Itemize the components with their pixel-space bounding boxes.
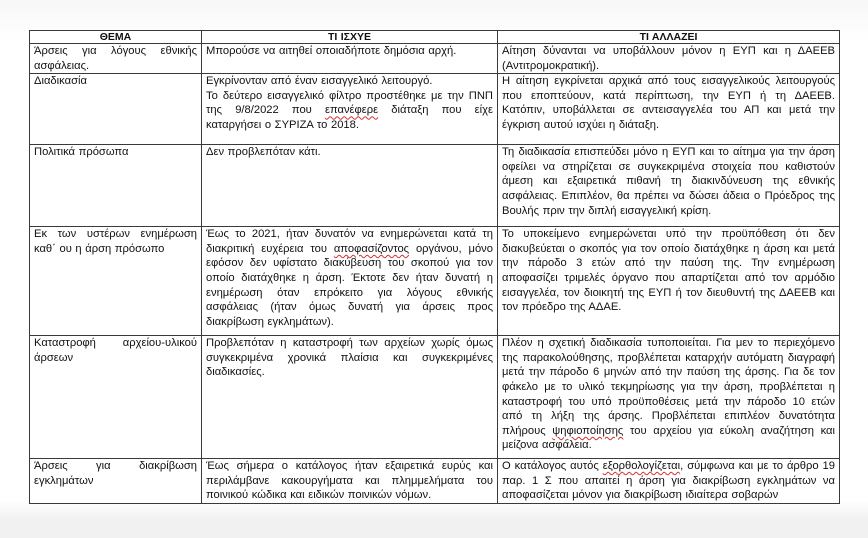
after-cell (498, 459, 840, 504)
before-cell (202, 227, 498, 336)
topic-cell: Διαδικασία (30, 74, 202, 145)
table-row (30, 459, 840, 504)
text-span: Έως το 2021, ήταν δυνατόν να ενημερώνεται κατά τη διακριτική ευχέρεια του (206, 228, 493, 255)
text-span: Πλέον η σχετική διαδικασία τυποποιείται. Για μεν το περιεχόμενο της παρακολούθησης, προβλέπεται καταρχήν αυτόματη διαγραφή μετά την πάροδο 6 μηνών από την παύση της άρσης. Για δε τον φάκελο με το υλικό τεκμηρίωσης για την άρση, προβλέπεται η καταστροφή του υπό προϋποθέσεις μετά την πάροδο 10 ετών από τη λήξη της άρσης. Προβλέπεται επιπλέον δυνατότητα πλήρους (502, 337, 835, 437)
table-row (30, 336, 840, 459)
before-cell: Δεν προβλεπόταν κάτι. (202, 145, 498, 227)
topic-cell: Άρσεις για διακρίβωση εγκλημάτων (30, 459, 202, 504)
before-line: Εγκρίνονταν από έναν εισαγγελικό λειτουργό. (206, 75, 433, 88)
text-span: του αρχείου για εύκολη αναζήτηση και μείζονα ασφάλεια. (502, 424, 835, 452)
before-cell: Μπορούσε να αιτηθεί οποιαδήποτε δημόσια αρχή. (202, 44, 498, 74)
table-row (30, 74, 840, 145)
header-before: ΤΙ ΙΣΧΥΕ (202, 31, 498, 44)
spellcheck-flagged-word: αποφασίζοντος (333, 242, 410, 255)
text-span: οργάνου, μόνο εφόσον δεν υφίστατο διακύβευση του σκοπού για τον οποίο διατάχθηκε η άρση. Έκτοτε δεν ήταν δυνατή η ενημέρωση όταν επρόκειτο για λόγους εθνικής ασφάλειας (ήταν όμως δυνατή για άρσεις προς διακρίβωση εγκλημάτων). (206, 242, 493, 328)
spellcheck-flagged-word: ψηφιοποίησης (552, 424, 624, 437)
spellcheck-flagged-word: επανέφερε (324, 104, 379, 117)
after-cell: Η αίτηση εγκρίνεται αρχικά από τους εισαγγελικούς λειτουργούς που εποπτεύουν, κατά περίπτωση, την ΕΥΠ ή τη ΔΑΕΕΒ. Κατόπιν, υποβάλλεται σε αντεισαγγελέα του ΑΠ και μετά την έγκριση αυτού ισχύει η διάταξη. (498, 74, 840, 145)
table-row (30, 227, 840, 336)
before-line (206, 89, 493, 133)
spellcheck-flagged-word: εξορθολογίζεται (602, 460, 681, 473)
text-span: , σύμφωνα και με το άρθρο 19 παρ. 1 Σ που απαιτεί η άρση για διακρίβωση εγκλημάτων να αποφασίζεται μόνον για διακρίβωση ιδιαίτερα σοβαρών (502, 460, 835, 502)
text-span: διάταξη που είχε καταργήσει ο ΣΥΡΙΖΑ το 2018. (206, 104, 493, 131)
after-cell: Αίτηση δύνανται να υποβάλλουν μόνον η ΕΥΠ και η ΔΑΕΕΒ (Αντιτρομοκρατική). (498, 44, 840, 74)
comparison-table (29, 30, 840, 504)
after-cell (498, 336, 840, 459)
before-cell: Προβλεπόταν η καταστροφή των αρχείων χωρίς όμως συγκεκριμένα χρονικά πλαίσια και συγκεκριμένες διαδικασίες. (202, 336, 498, 459)
table-row (30, 44, 840, 74)
header-after: ΤΙ ΑΛΛΑΖΕΙ (498, 31, 840, 44)
topic-cell: Εκ των υστέρων ενημέρωση καθ΄ ου η άρση πρόσωπο (30, 227, 202, 336)
after-cell: Τη διαδικασία επισπεύδει μόνο η ΕΥΠ και το αίτημα για την άρση οφείλει να στηρίζεται σε συγκεκριμένα στοιχεία που καθιστούν άμεση και εξαιρετικά πιθανή τη διακινδύνευση της εθνικής ασφάλειας. Επιπλέον, θα πρέπει να δώσει άδεια ο Πρόεδρος της Βουλής πριν την διπλή εισαγγελική κρίση. (498, 145, 840, 227)
after-cell: Το υποκείμενο ενημερώνεται υπό την προϋπόθεση ότι δεν διακυβεύεται ο σκοπός για τον οποίο διατάχθηκε η άρση και μετά την πάροδο 3 ετών από την παύση της. Την ενημέρωση αποφασίζει τριμελές όργανο που απαρτίζεται από τον αρμόδιο εισαγγελέα, τον διοικητή της ΕΥΠ ή τον διευθυντή της ΔΑΕΕΒ και τον πρόεδρο της ΑΔΑΕ. (498, 227, 840, 336)
topic-cell: Καταστροφή αρχείου-υλικού άρσεων (30, 336, 202, 459)
topic-cell: Άρσεις για λόγους εθνικής ασφάλειας. (30, 44, 202, 74)
topic-cell: Πολιτικά πρόσωπα (30, 145, 202, 227)
header-topic: ΘΕΜΑ (30, 31, 202, 44)
before-cell (202, 74, 498, 145)
table-header-row (30, 31, 840, 44)
table-row (30, 145, 840, 227)
text-span: Ο κατάλογος αυτός (502, 460, 603, 473)
text-span: Το δεύτερο εισαγγελικό φίλτρο προστέθηκε με την ΠΝΠ της 9/8/2022 που (206, 89, 493, 117)
before-cell: Έως σήμερα ο κατάλογος ήταν εξαιρετικά ευρύς και περιλάμβανε κακουργήματα και πλημμελήματα του ποινικού κώδικα και ειδικών ποινικών νόμων. (202, 459, 498, 504)
